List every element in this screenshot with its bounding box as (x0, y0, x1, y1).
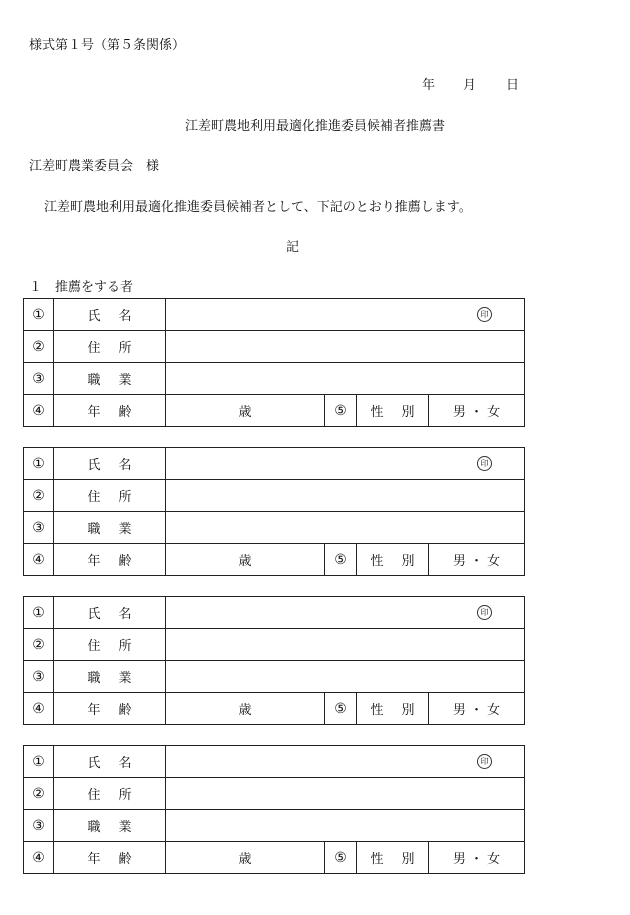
row-number-5: ⑤ (325, 544, 357, 576)
age-field[interactable]: 歳 (166, 693, 325, 725)
age-sex-row (24, 544, 525, 576)
address-row (24, 331, 525, 363)
candidate-table-4 (23, 745, 525, 874)
name-label (54, 448, 166, 480)
occupation-label (54, 661, 166, 693)
occupation-label-char-2: 業 (118, 671, 132, 686)
sex-options[interactable]: 男 ・ 女 (429, 395, 525, 427)
candidate-table-3 (23, 596, 525, 725)
age-label (54, 693, 166, 725)
address-row (24, 480, 525, 512)
age-label-char-1: 年 (87, 852, 101, 867)
name-label-char-1: 氏 (87, 607, 101, 622)
address-row (24, 778, 525, 810)
name-label (54, 746, 166, 778)
date-line (422, 78, 519, 94)
occupation-label-char-2: 業 (118, 373, 132, 388)
row-number-3: ③ (24, 661, 54, 693)
occupation-label-char-1: 職 (87, 522, 101, 537)
name-label-char-2: 名 (118, 607, 132, 622)
sex-label-char-1: 性 (370, 405, 384, 420)
name-label (54, 299, 166, 331)
address-field[interactable] (166, 331, 525, 363)
name-label-char-1: 氏 (87, 756, 101, 771)
sex-label (357, 842, 429, 874)
candidate-table-1 (23, 298, 525, 427)
sex-options[interactable]: 男 ・ 女 (429, 693, 525, 725)
sex-label-char-1: 性 (370, 852, 384, 867)
age-label-char-1: 年 (87, 554, 101, 569)
row-number-2: ② (24, 480, 54, 512)
occupation-label (54, 810, 166, 842)
row-number-4: ④ (24, 395, 54, 427)
address-label-char-2: 所 (118, 341, 132, 356)
address-label-char-2: 所 (118, 639, 132, 654)
name-field[interactable] (166, 448, 525, 480)
occupation-row (24, 661, 525, 693)
age-label (54, 842, 166, 874)
seal-mark-icon: 印 (477, 307, 492, 322)
date-day-label: 日 (506, 78, 520, 93)
age-label-char-2: 齢 (118, 852, 132, 867)
name-row (24, 299, 525, 331)
ki-heading: 記 (285, 240, 299, 255)
age-sex-row (24, 395, 525, 427)
row-number-2: ② (24, 629, 54, 661)
occupation-label-char-2: 業 (118, 820, 132, 835)
candidate-table-2 (23, 447, 525, 576)
address-label-char-1: 住 (87, 788, 101, 803)
address-label (54, 331, 166, 363)
age-label-char-2: 齢 (118, 405, 132, 420)
name-label (54, 597, 166, 629)
address-label-char-2: 所 (118, 788, 132, 803)
address-field[interactable] (166, 778, 525, 810)
row-number-4: ④ (24, 842, 54, 874)
address-label (54, 778, 166, 810)
sex-label-char-2: 別 (401, 554, 415, 569)
occupation-field[interactable] (166, 512, 525, 544)
name-row (24, 448, 525, 480)
occupation-label-char-2: 業 (118, 522, 132, 537)
row-number-2: ② (24, 778, 54, 810)
addressee: 江差町農業委員会 様 (29, 159, 160, 174)
sex-label-char-2: 別 (401, 405, 415, 420)
row-number-3: ③ (24, 810, 54, 842)
age-sex-row (24, 842, 525, 874)
age-field[interactable]: 歳 (166, 842, 325, 874)
section-heading: １ 推薦をする者 (29, 280, 134, 295)
name-field[interactable] (166, 597, 525, 629)
date-year-label: 年 (422, 78, 436, 93)
sex-label (357, 693, 429, 725)
seal-mark-icon: 印 (477, 456, 492, 471)
row-number-3: ③ (24, 363, 54, 395)
age-label (54, 395, 166, 427)
body-text: 江差町農地利用最適化推進委員候補者として、下記のとおり推薦します。 (44, 200, 472, 215)
address-label-char-2: 所 (118, 490, 132, 505)
occupation-row (24, 810, 525, 842)
name-label-char-1: 氏 (87, 458, 101, 473)
sex-label-char-1: 性 (370, 703, 384, 718)
sex-label-char-2: 別 (401, 852, 415, 867)
age-label (54, 544, 166, 576)
row-number-1: ① (24, 597, 54, 629)
address-row (24, 629, 525, 661)
name-row (24, 746, 525, 778)
address-label-char-1: 住 (87, 639, 101, 654)
age-field[interactable]: 歳 (166, 544, 325, 576)
sex-label (357, 544, 429, 576)
sex-options[interactable]: 男 ・ 女 (429, 544, 525, 576)
name-label-char-1: 氏 (87, 309, 101, 324)
address-label-char-1: 住 (87, 341, 101, 356)
occupation-field[interactable] (166, 661, 525, 693)
occupation-label-char-1: 職 (87, 671, 101, 686)
name-label-char-2: 名 (118, 309, 132, 324)
occupation-field[interactable] (166, 810, 525, 842)
seal-mark-icon: 印 (477, 605, 492, 620)
name-field[interactable] (166, 746, 525, 778)
age-sex-row (24, 693, 525, 725)
occupation-field[interactable] (166, 363, 525, 395)
occupation-row (24, 512, 525, 544)
address-label-char-1: 住 (87, 490, 101, 505)
row-number-1: ① (24, 299, 54, 331)
address-field[interactable] (166, 629, 525, 661)
occupation-label (54, 512, 166, 544)
address-field[interactable] (166, 480, 525, 512)
occupation-label (54, 363, 166, 395)
address-label (54, 629, 166, 661)
occupation-label-char-1: 職 (87, 373, 101, 388)
row-number-2: ② (24, 331, 54, 363)
age-label-char-2: 齢 (118, 703, 132, 718)
sex-label (357, 395, 429, 427)
row-number-5: ⑤ (325, 693, 357, 725)
date-month-label: 月 (463, 78, 477, 93)
row-number-3: ③ (24, 512, 54, 544)
age-label-char-1: 年 (87, 405, 101, 420)
seal-mark-icon: 印 (477, 754, 492, 769)
sex-label-char-1: 性 (370, 554, 384, 569)
age-label-char-2: 齢 (118, 554, 132, 569)
row-number-1: ① (24, 448, 54, 480)
sex-options[interactable]: 男 ・ 女 (429, 842, 525, 874)
name-field[interactable] (166, 299, 525, 331)
row-number-4: ④ (24, 693, 54, 725)
document-title: 江差町農地利用最適化推進委員候補者推薦書 (184, 119, 445, 134)
row-number-4: ④ (24, 544, 54, 576)
sex-label-char-2: 別 (401, 703, 415, 718)
address-label (54, 480, 166, 512)
name-row (24, 597, 525, 629)
name-label-char-2: 名 (118, 458, 132, 473)
age-label-char-1: 年 (87, 703, 101, 718)
age-field[interactable]: 歳 (166, 395, 325, 427)
occupation-row (24, 363, 525, 395)
form-number-label: 様式第１号（第５条関係） (29, 38, 186, 53)
name-label-char-2: 名 (118, 756, 132, 771)
row-number-5: ⑤ (325, 842, 357, 874)
row-number-5: ⑤ (325, 395, 357, 427)
row-number-1: ① (24, 746, 54, 778)
occupation-label-char-1: 職 (87, 820, 101, 835)
